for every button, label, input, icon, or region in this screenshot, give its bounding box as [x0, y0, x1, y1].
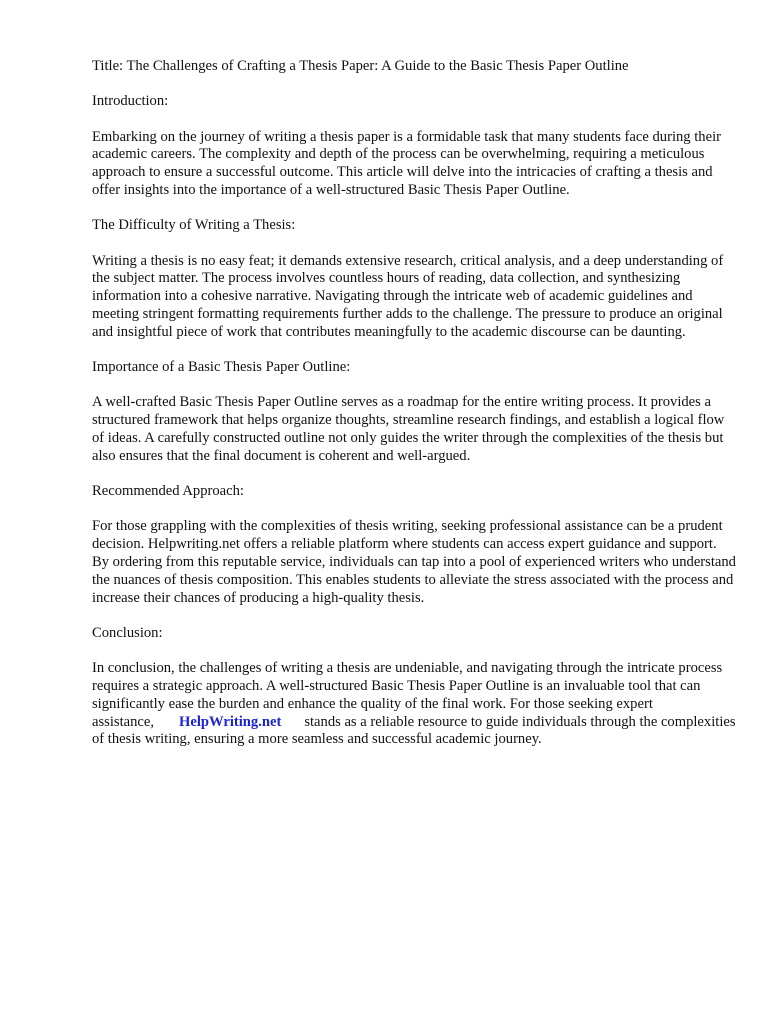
importance-heading: Importance of a Basic Thesis Paper Outline: — [92, 359, 351, 376]
conclusion-heading: Conclusion: — [92, 624, 163, 641]
document-title: Title: The Challenges of Crafting a Thesis Paper: A Guide to the Basic Thesis Paper Outline — [92, 58, 629, 74]
helpwriting-link[interactable]: HelpWriting.net — [179, 713, 282, 730]
approach-heading: Recommended Approach: — [92, 483, 244, 500]
importance-paragraph: A well-crafted Basic Thesis Paper Outline serves as a roadmap for the entire writing process. It provides a structured framework that helps organize thoughts, streamline research findings, and establish a logical flow of ideas. A carefully constructed outline not only guides the writer through the complexities of the thesis but also ensures that the final document is coherent and well-argued. — [92, 394, 725, 464]
difficulty-paragraph: Writing a thesis is no easy feat; it demands extensive research, critical analysis, and a deep understanding of the subject matter. The process involves countless hours of reading, data collection, and synthesizing information into a cohesive narrative. Navigating through the intricate web of academic guidelines and meeting stringent formatting requirements further adds to the challenge. The pressure to produce an original and insightful piece of work that contributes meaningfully to the academic discourse can be daunting. — [92, 252, 724, 340]
conclusion-text-after-link: stands as a reliable resource to guide individuals through the complexities of thesis writing, ensuring a more seamless and successful academic journey. — [92, 713, 736, 748]
introduction-paragraph: Embarking on the journey of writing a thesis paper is a formidable task that many students face during their academic careers. The complexity and depth of the process can be overwhelming, requiring a meticulous approach to ensure a successful outcome. This article will delve into the intricacies of crafting a thesis and offer insights into the importance of a well-structured Basic Thesis Paper Outline. — [92, 128, 721, 198]
introduction-heading: Introduction: — [92, 93, 169, 110]
difficulty-heading: The Difficulty of Writing a Thesis: — [92, 217, 296, 234]
document-content — [92, 58, 736, 767]
approach-paragraph: For those grappling with the complexities of thesis writing, seeking professional assistance can be a prudent decision. Helpwriting.net offers a reliable platform where students can access expert guidance and support. By ordering from this reputable service, individuals can tap into a pool of experienced writers who understand the nuances of thesis composition. This enables students to alleviate the stress associated with the process and increase their chances of producing a high-quality thesis. — [92, 518, 736, 606]
conclusion-text-before-link: In conclusion, the challenges of writing a thesis are undeniable, and navigating through the intricate process requires a strategic approach. A well-structured Basic Thesis Paper Outline is an invaluable tool that can significantly ease the burden and enhance the quality of the final work. For those seeking expert assistance, — [92, 660, 723, 730]
conclusion-paragraph — [92, 660, 736, 749]
